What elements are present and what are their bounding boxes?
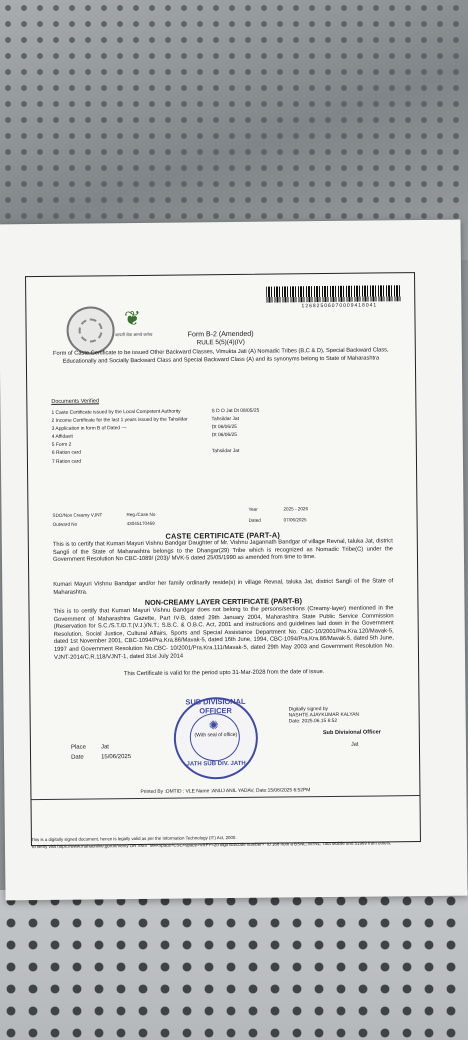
documents-heading: Documents Verified [51, 398, 100, 405]
digital-signature [289, 707, 360, 726]
seal-middle-text: (With seal of office) [194, 731, 238, 739]
official-seal [173, 697, 258, 780]
place-value: Jat [100, 744, 110, 751]
place-date-block [70, 743, 132, 763]
footer-line-1: This is a digitally signed document, hence is legally valid as per the Information Technology (IT) Act, 2000. [30, 834, 237, 843]
part-b-heading: NON-CREAMY LAYER CERTIFICATE (PART-B) [144, 596, 303, 607]
form-rule: RULE 5(5)(4)(IV) [196, 338, 245, 347]
place-label: Place [70, 744, 87, 751]
barcode-icon [266, 285, 401, 302]
certificate-page [0, 220, 468, 901]
part-a-residence: Kumari Mayuri Vishnu Bandgar and/or her family ordinarily reside(s) in village Revnal, taluka Jat, district Sangli of the State of Maharashtra. [53, 578, 394, 596]
year-value: 2025 - 2026 [283, 506, 309, 512]
footer-line-2: To verify visit https://www.mahaonline.gov.in/Verify OR SMS "MH<space>CSC<space>VRFY<20 digit Barcode number>" to 166 from a BSNL, MTNL, Tata Mobile and 51969 from others. [30, 840, 392, 850]
outward-label: Outward No [52, 521, 78, 527]
list-item: 4 Affidavit Dt 06/06/25 [51, 433, 238, 441]
reg-label: Reg./Case No [126, 511, 156, 518]
documents-list [51, 406, 392, 466]
part-a-heading: CASTE CERTIFICATE (PART-A) [165, 530, 281, 541]
list-item: 3 Application in form B of Dated — Dt 06/06/25 [51, 425, 237, 433]
dated-label: Dated [248, 517, 261, 523]
divider [31, 795, 419, 800]
date-label: Date [71, 754, 84, 761]
government-logo-icon: ❦ [123, 307, 141, 331]
year-label: Year [248, 506, 258, 512]
signature-line-2: NASHTE AJAYKUMAR KALYAN [288, 712, 360, 719]
list-item: 6 Ration card Tahsildar Jat [51, 449, 240, 457]
dated-value: 07/06/2025 [283, 517, 307, 523]
list-item: 1 Caste Certificate issued by the Local Competent Authority S D O Jat Dt 08/05/25 [51, 408, 260, 416]
printed-by: Printed By :OMTID : VLE Name :ANUJ ANIL YADAV, Date:15/06/2025 6:52PM [140, 788, 311, 795]
seal-emblem-icon: ✺ [208, 718, 219, 733]
background-bottom [0, 890, 468, 1040]
logo-text: आपली सेवा आमचे कर्तव्य [114, 331, 153, 338]
validity-text: This Certificate is valid for the period upto 31-Mar-2028 from the date of issue. [123, 669, 325, 678]
signatory-place: Jat [350, 741, 359, 748]
signature-line-3: Date: 2025.06.15 6:52 [288, 718, 338, 725]
sdo-label: SDO/Non Creamy VJNT [52, 512, 103, 518]
certificate-frame [25, 272, 421, 846]
signature-line-1: Digitally signed by [288, 707, 329, 713]
outward-value: 43045170469 [126, 520, 155, 527]
seal-bottom-text: JATH SUB DIV. JATH [186, 760, 246, 768]
form-title: Form B-2 (Amended) [187, 330, 254, 339]
signatory-title: Sub Divisional Officer [322, 729, 381, 737]
date-value: 15/06/2025 [101, 754, 132, 761]
barcode-number: 12682506070009418041 [301, 302, 378, 310]
list-item: 7 Ration card [51, 459, 82, 465]
list-item: 5 Form 2 [51, 443, 72, 449]
part-b-paragraph: This is to certify that Kumari Mayuri Vishnu Bandgar does not belong to the persons/sections (Creamy-layer) mentioned in the Government of Maharashtra Gazette, Part IV-B, dated 29th January 2004, Maharashtra State Public Service Commission (Reservation for S.C./S.T./D.T.(V.J.)/N.T.; S.B.C. & O.B.C. Act, 2001 and instructions and guidelines laid down in the Government Resolution, Social Justice, Cultural Affairs, Sports and Special Assistance Department No. CBC-10/2001/Pra.Kra.120/Mavak-5, dated 1st November 2001, CBC-1094/Pra.Kra.86/Mavak-5, dated 16th June, 1994, CBC-1094/Pra.Kra.86/Mavak-5, dated 5th June, 1997 and Government Resolution No.CBC- 10/2001/Pra.Kra.111/Mavak-5, dated 29th May 2003 and Government Resolution No. VJNT-2014/C.R.118/VJNT-1, dated 31st July 2014 [53, 605, 394, 661]
list-item: 2 Income Certificate for the last 1 years issued by the Tahsildar Tahsildar Jat [51, 417, 240, 424]
part-a-paragraph: This is to certify that Kumari Mayuri Vishnu Bandgar Daughter of Mr. Vishnu Jagannath Bandgar of village Revnal, taluka Jat, district Sangli of the State of Maharashtra belongs to the Dhangar(29) Tribe which is recognized as Nomadic Tribe(C) under the Government Resolution No CBC-1089/ (203)/ MVK-5 dated 25/05/1990 as amended from time to time. [52, 538, 393, 564]
form-description: Form of Caste Certificate to be issued Other Backward Classes, Vimukta Jati (A) Nomadic Tribes (B,C & D), Special Backward Class, Educationally and Socially Backward Class and Special Backward Class (A) and its synonyms belong to State of Maharashtra [53, 347, 389, 365]
footer-note [31, 832, 443, 851]
seal-top-text: SUB DIVISIONAL OFFICER [185, 696, 246, 716]
